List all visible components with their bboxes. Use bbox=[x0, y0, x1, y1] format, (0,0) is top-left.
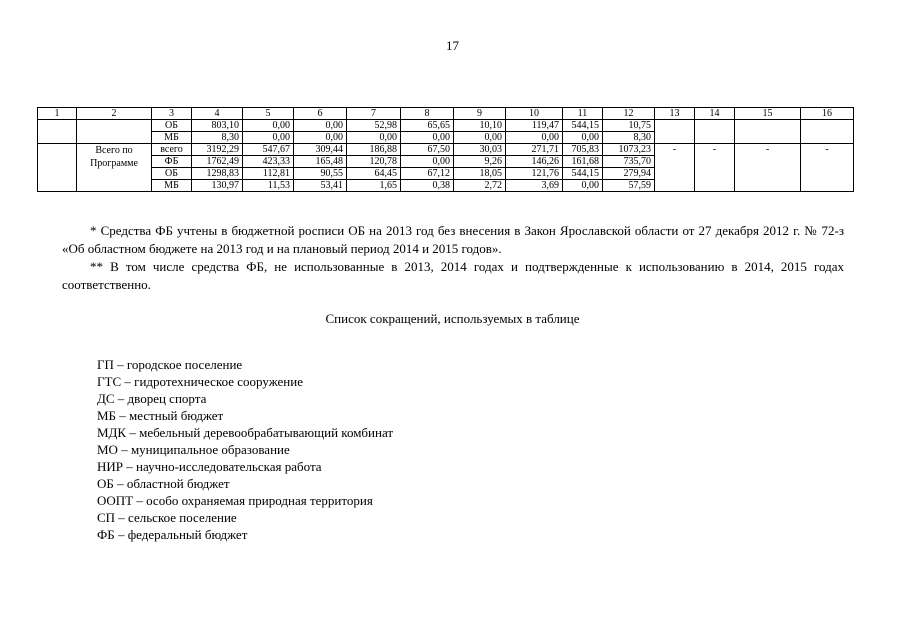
table-cell: 3 bbox=[152, 108, 192, 120]
footnote-2: ** В том числе средства ФБ, не использованные в 2013, 2014 годах и подтвержденные к использованию в 2014, 2015 годах соответственно. bbox=[62, 259, 844, 292]
table-cell bbox=[38, 120, 77, 144]
footnote-1: * Средства ФБ учтены в бюджетной росписи ОБ на 2013 год без внесения в Закон Ярославской области от 27 декабря 2012 г. № 72-з «Об областном бюджете на 2013 год и на плановый период 2014 и 2015 годов». bbox=[62, 223, 844, 256]
table-row bbox=[38, 144, 854, 156]
table-cell: 14 bbox=[695, 108, 735, 120]
table-cell: - bbox=[655, 144, 695, 192]
table-cell: 3,69 bbox=[506, 180, 563, 192]
table-cell: 1073,23 bbox=[603, 144, 655, 156]
table-cell: 121,76 bbox=[506, 168, 563, 180]
table-cell: 423,33 bbox=[243, 156, 294, 168]
table-row bbox=[38, 120, 854, 132]
table-cell: 0,00 bbox=[347, 132, 401, 144]
table-cell: 65,65 bbox=[401, 120, 454, 132]
table-cell: 67,50 bbox=[401, 144, 454, 156]
table-cell: 52,98 bbox=[347, 120, 401, 132]
abbreviation-item: ГТС – гидротехническое сооружение bbox=[97, 374, 303, 389]
table-cell: МБ bbox=[152, 132, 192, 144]
table-cell: 735,70 bbox=[603, 156, 655, 168]
table-cell: 165,48 bbox=[294, 156, 347, 168]
table-cell: всего bbox=[152, 144, 192, 156]
table-cell: 15 bbox=[735, 108, 801, 120]
table-cell: 57,59 bbox=[603, 180, 655, 192]
abbreviation-item: МО – муниципальное образование bbox=[97, 442, 290, 457]
table-cell: 112,81 bbox=[243, 168, 294, 180]
table-cell: ОБ bbox=[152, 168, 192, 180]
table-cell: 0,00 bbox=[294, 120, 347, 132]
table-cell: 0,00 bbox=[506, 132, 563, 144]
table-cell: 279,94 bbox=[603, 168, 655, 180]
table-cell: 4 bbox=[192, 108, 243, 120]
table-cell: 53,41 bbox=[294, 180, 347, 192]
table-cell: 6 bbox=[294, 108, 347, 120]
abbreviations-list bbox=[97, 356, 393, 543]
table-cell: 7 bbox=[347, 108, 401, 120]
table-cell: ОБ bbox=[152, 120, 192, 132]
table-cell: 309,44 bbox=[294, 144, 347, 156]
table-cell bbox=[695, 120, 735, 144]
table-cell: 67,12 bbox=[401, 168, 454, 180]
table-cell: 547,67 bbox=[243, 144, 294, 156]
table-cell: 12 bbox=[603, 108, 655, 120]
table-cell: 30,03 bbox=[454, 144, 506, 156]
table-cell: 1 bbox=[38, 108, 77, 120]
abbreviation-item: ГП – городское поселение bbox=[97, 357, 243, 372]
table-cell: 0,00 bbox=[243, 132, 294, 144]
table-cell: 161,68 bbox=[563, 156, 603, 168]
table-cell: 0,00 bbox=[563, 132, 603, 144]
table-cell: 10,10 bbox=[454, 120, 506, 132]
table-cell: 8,30 bbox=[603, 132, 655, 144]
table-cell: 1298,83 bbox=[192, 168, 243, 180]
table-cell: 146,26 bbox=[506, 156, 563, 168]
table-cell: 803,10 bbox=[192, 120, 243, 132]
page-number: 17 bbox=[446, 38, 459, 53]
table-cell: 90,55 bbox=[294, 168, 347, 180]
abbreviation-item: ФБ – федеральный бюджет bbox=[97, 527, 248, 542]
table-cell: 544,15 bbox=[563, 168, 603, 180]
table-cell: 16 bbox=[801, 108, 854, 120]
table-cell: 11,53 bbox=[243, 180, 294, 192]
table-cell: 2,72 bbox=[454, 180, 506, 192]
table-cell: ФБ bbox=[152, 156, 192, 168]
table-cell: 119,47 bbox=[506, 120, 563, 132]
table-cell: - bbox=[735, 144, 801, 192]
table-cell: 0,00 bbox=[294, 132, 347, 144]
table-cell: 2 bbox=[77, 108, 152, 120]
abbreviation-item: ОБ – областной бюджет bbox=[97, 476, 230, 491]
table-cell: 18,05 bbox=[454, 168, 506, 180]
table-cell: 5 bbox=[243, 108, 294, 120]
table-cell: - bbox=[695, 144, 735, 192]
table-cell: 8,30 bbox=[192, 132, 243, 144]
table-header-row bbox=[38, 108, 854, 120]
table-cell bbox=[38, 144, 77, 192]
abbreviation-item: СП – сельское поселение bbox=[97, 510, 237, 525]
table-cell: - bbox=[801, 144, 854, 192]
table-cell: 1762,49 bbox=[192, 156, 243, 168]
table-cell: 0,00 bbox=[454, 132, 506, 144]
abbreviations-title: Список сокращений, используемых в таблице bbox=[325, 311, 580, 326]
table-cell bbox=[801, 120, 854, 144]
table-cell: 0,00 bbox=[401, 132, 454, 144]
abbreviation-item: МДК – мебельный деревообрабатывающий комбинат bbox=[97, 425, 394, 440]
table-cell: 11 bbox=[563, 108, 603, 120]
abbreviation-item: ООПТ – особо охраняемая природная территория bbox=[97, 493, 373, 508]
table-cell: МБ bbox=[152, 180, 192, 192]
table-cell: 0,00 bbox=[243, 120, 294, 132]
table-cell: 10,75 bbox=[603, 120, 655, 132]
table-cell bbox=[77, 120, 152, 144]
table-cell: 130,97 bbox=[192, 180, 243, 192]
table-cell: 9,26 bbox=[454, 156, 506, 168]
table-cell: 120,78 bbox=[347, 156, 401, 168]
table-cell: 13 bbox=[655, 108, 695, 120]
table-cell: 0,00 bbox=[401, 156, 454, 168]
table-cell: 3192,29 bbox=[192, 144, 243, 156]
table-cell: 1,65 bbox=[347, 180, 401, 192]
abbreviation-item: НИР – научно-исследовательская работа bbox=[97, 459, 322, 474]
table-cell: 0,00 bbox=[563, 180, 603, 192]
table-cell: 271,71 bbox=[506, 144, 563, 156]
table-cell: 544,15 bbox=[563, 120, 603, 132]
table-cell: 186,88 bbox=[347, 144, 401, 156]
program-total-label: Всего по Программе bbox=[77, 144, 152, 192]
table-cell: 10 bbox=[506, 108, 563, 120]
table-cell: 9 bbox=[454, 108, 506, 120]
budget-table bbox=[37, 107, 854, 192]
table-cell: 64,45 bbox=[347, 168, 401, 180]
table-cell: 8 bbox=[401, 108, 454, 120]
abbreviation-item: МБ – местный бюджет bbox=[97, 408, 224, 423]
table-cell: 705,83 bbox=[563, 144, 603, 156]
table-cell bbox=[735, 120, 801, 144]
table-cell bbox=[655, 120, 695, 144]
abbreviation-item: ДС – дворец спорта bbox=[97, 391, 207, 406]
table-cell: 0,38 bbox=[401, 180, 454, 192]
